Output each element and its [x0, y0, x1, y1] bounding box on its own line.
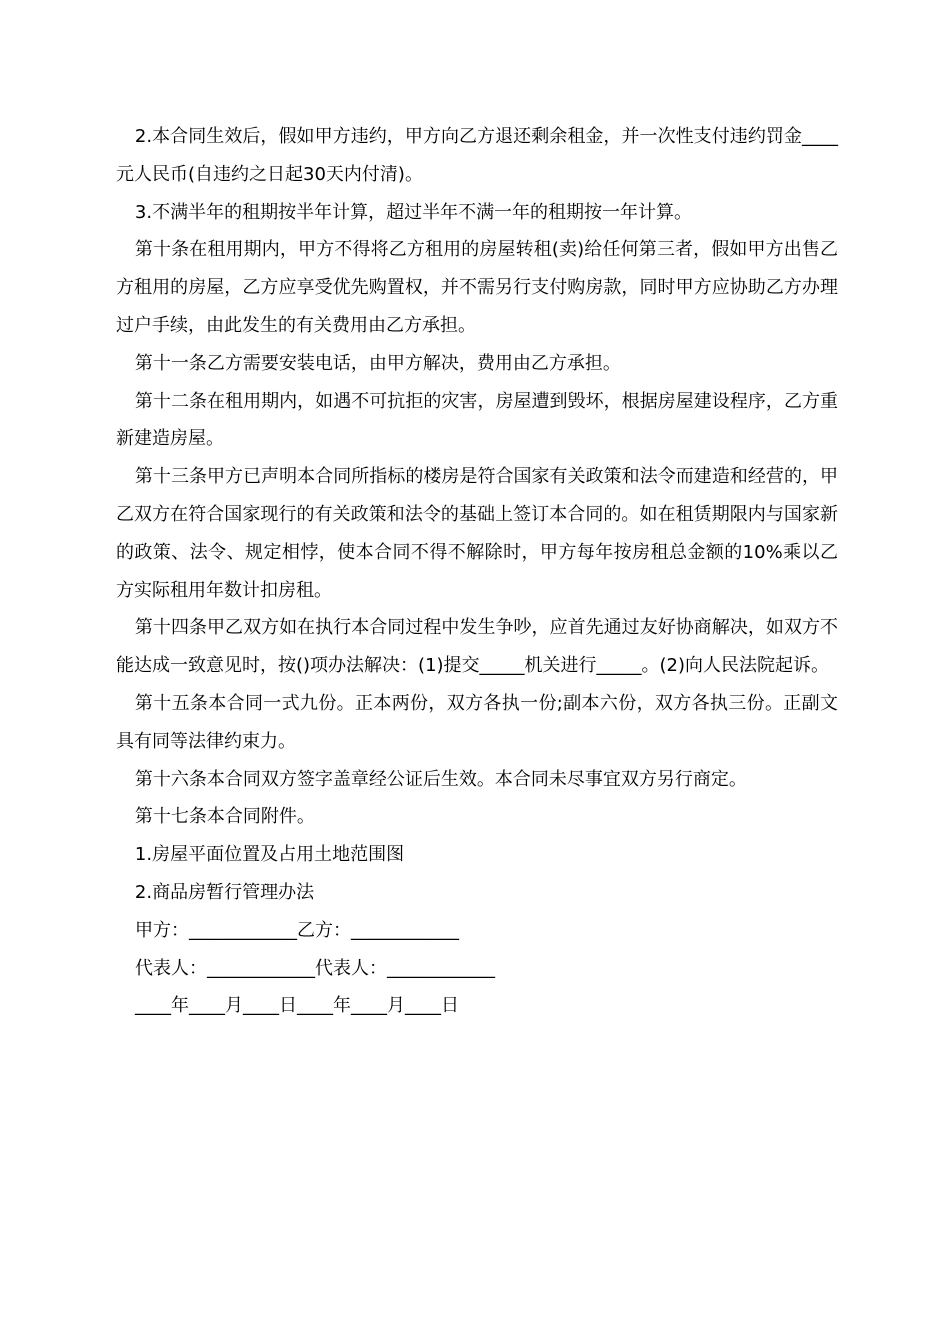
- paragraph: 第十二条在租用期内，如遇不可抗拒的灾害，房屋遭到毁坏，根据房屋建设程序，乙方重新建造房屋。: [116, 390, 838, 450]
- attachment-item: 2.商品房暂行管理办法: [134, 881, 315, 903]
- paragraph: 第十六条本合同双方签字盖章经公证后生效。本合同未尽事宜双方另行商定。: [134, 768, 747, 790]
- paragraph: 第十七条本合同附件。: [134, 806, 315, 828]
- signature-representative-line: 代表人：____________代表人：____________: [135, 957, 495, 979]
- signature-party-line: 甲方：____________乙方：____________: [135, 919, 459, 941]
- paragraph: 第十条在租用期内，甲方不得将乙方租用的房屋转租(卖)给任何第三者，假如甲方出售乙方租用的房屋，乙方应享受优先购置权，并不需另行支付购房款，同时甲方应协助乙方办理过户手续，由此发生的有关费用由乙方承担。: [116, 239, 838, 336]
- document-page: [116, 118, 838, 1025]
- paragraph: 2.本合同生效后，假如甲方违约，甲方向乙方退还剩余租金，并一次性支付违约罚金____元人民币(自违约之日起30天内付清)。: [116, 126, 838, 185]
- paragraph: 第十五条本合同一式九份。正本两份，双方各执一份;副本六份，双方各执三份。正副文具有同等法律约束力。: [116, 692, 838, 752]
- paragraph: 3.不满半年的租期按半年计算，超过半年不满一年的租期按一年计算。: [134, 201, 693, 223]
- signature-date-line: ____年____月____日____年____月____日: [135, 995, 459, 1017]
- paragraph: 第十四条甲乙双方如在执行本合同过程中发生争吵，应首先通过友好协商解决，如双方不能达成一致意见时，按()项办法解决：(1)提交_____机关进行_____。(2)向人民法院起诉。: [116, 617, 838, 677]
- paragraph: 第十三条甲方已声明本合同所指标的楼房是符合国家有关政策和法令而建造和经营的，甲乙双方在符合国家现行的有关政策和法令的基础上签订本合同的。如在租赁期限内与国家新的政策、法令、规定相悖，使本合同不得不解除时，甲方每年按房租总金额的10%乘以乙方实际租用年数计扣房租。: [116, 466, 838, 601]
- attachment-item: 1.房屋平面位置及占用土地范围图: [134, 844, 405, 866]
- paragraph: 第十一条乙方需要安装电话，由甲方解决，费用由乙方承担。: [134, 352, 621, 374]
